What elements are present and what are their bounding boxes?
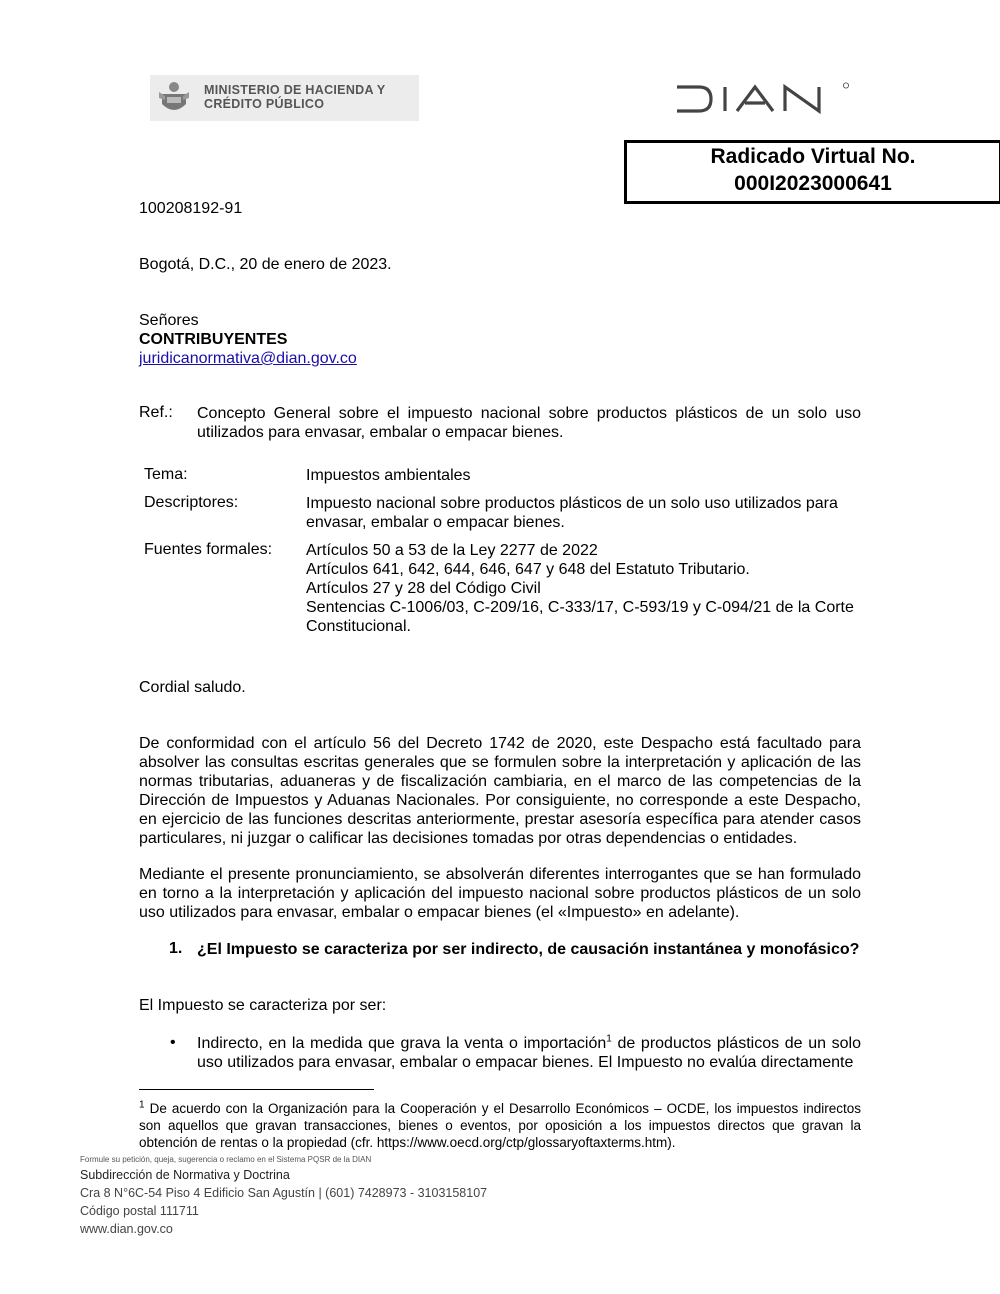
question-number: 1.	[169, 940, 183, 957]
email-link[interactable]: juridicanormativa@dian.gov.co	[139, 350, 357, 367]
table-value-fuentes	[306, 541, 866, 636]
table-label-descriptores: Descriptores:	[144, 494, 239, 511]
fuente-line: Artículos 50 a 53 de la Ley 2277 de 2022	[306, 542, 598, 559]
fuente-line: Artículos 641, 642, 644, 646, 647 y 648 del Estatuto Tributario.	[306, 561, 750, 578]
bullet-item-1: Indirecto, en la medida que grava la venta o importación$^1$ de productos plásticos de un solo uso utilizados para envasar, embalar o empacar bienes. El Impuesto no evalúa directamente	[197, 1033, 861, 1071]
ref-label: Ref.:	[139, 404, 173, 421]
radicado-title: Radicado Virtual No.	[710, 145, 916, 168]
table-value-tema: Impuestos ambientales	[306, 467, 471, 484]
reference-number: 100208192-91	[139, 200, 243, 217]
footnote-ref[interactable]: 1	[606, 1033, 612, 1045]
footer-address: Cra 8 N°6C-54 Piso 4 Edificio San Agustín | (601) 7428973 - 3103158107	[80, 1186, 488, 1200]
ministry-logo	[150, 75, 419, 121]
coat-of-arms-icon	[159, 80, 189, 116]
recipient: CONTRIBUYENTES	[139, 331, 288, 348]
letter-date: Bogotá, D.C., 20 de enero de 2023.	[139, 256, 392, 273]
salutation: Señores	[139, 312, 199, 329]
footer-postal: Código postal 111711	[80, 1204, 199, 1218]
paragraph-2: Mediante el presente pronunciamiento, se absolverán diferentes interrogantes que se han formulado en torno a la interpretación y aplicación del impuesto nacional sobre productos plásticos de un solo uso utilizados para envasar, embalar o empacar bienes (el «Impuesto» en adelante).	[139, 866, 861, 921]
paragraph-1: De conformidad con el artículo 56 del Decreto 1742 de 2020, este Despacho está facultado para absolver las consultas escritas generales que se formulen sobre la interpretación y aplicación de las normas tributarias, aduaneras y de fiscalización cambiaria, en el marco de las competencias de la Dirección de Impuestos y Aduanas Nacionales. Por consiguiente, no corresponde a este Despacho, en ejercicio de las funciones descritas anteriormente, prestar asesoría específica para atender casos particulares, ni juzgar o calificar las decisiones tomadas por otras dependencias o entidades.	[139, 735, 861, 847]
radicado-box	[624, 140, 1000, 204]
footer-web[interactable]: www.dian.gov.co	[80, 1222, 173, 1236]
table-value-descriptores: Impuesto nacional sobre productos plásticos de un solo uso utilizados para envasar, embalar o empacar bienes.	[306, 495, 838, 531]
fuente-line: Sentencias C-1006/03, C-209/16, C-333/17, C-593/19 y C-094/21 de la Corte Constitucional.	[306, 599, 854, 635]
ref-text: Concepto General sobre el impuesto nacional sobre productos plásticos de un solo uso utilizados para envasar, embalar o empacar bienes.	[197, 405, 861, 441]
bullet-dot-icon: •	[170, 1034, 176, 1051]
table-label-fuentes: Fuentes formales:	[144, 541, 273, 558]
table-label-tema: Tema:	[144, 466, 188, 483]
footnote-1: $^1$ De acuerdo con la Organización para la Cooperación y el Desarrollo Económicos – OCDE, los impuestos indirectos son aquellos que gravan transacciones, bienes o eventos, por oposición a los impuestos directos que gravan la obtención de rentas o la propiedad (cfr. https://www.oecd.org/ctp/glossaryoftaxterms.htm).	[139, 1099, 861, 1150]
question-1: ¿El Impuesto se caracteriza por ser indirecto, de causación instantánea y monofásico?	[197, 941, 860, 958]
dian-logo-icon	[673, 82, 853, 116]
paragraph-3: El Impuesto se caracteriza por ser:	[139, 997, 387, 1014]
ministry-name: MINISTERIO DE HACIENDA Y CRÉDITO PÚBLICO	[204, 83, 386, 111]
radicado-number: 000I2023000641	[734, 172, 892, 195]
pqsr-notice: Formule su petición, queja, sugerencia o reclamo en el Sistema PQSR de la DIAN	[80, 1155, 372, 1164]
footnote-divider	[139, 1089, 374, 1090]
fuente-line: Artículos 27 y 28 del Código Civil	[306, 580, 541, 597]
footer-office: Subdirección de Normativa y Doctrina	[80, 1168, 290, 1182]
greeting: Cordial saludo.	[139, 679, 246, 696]
